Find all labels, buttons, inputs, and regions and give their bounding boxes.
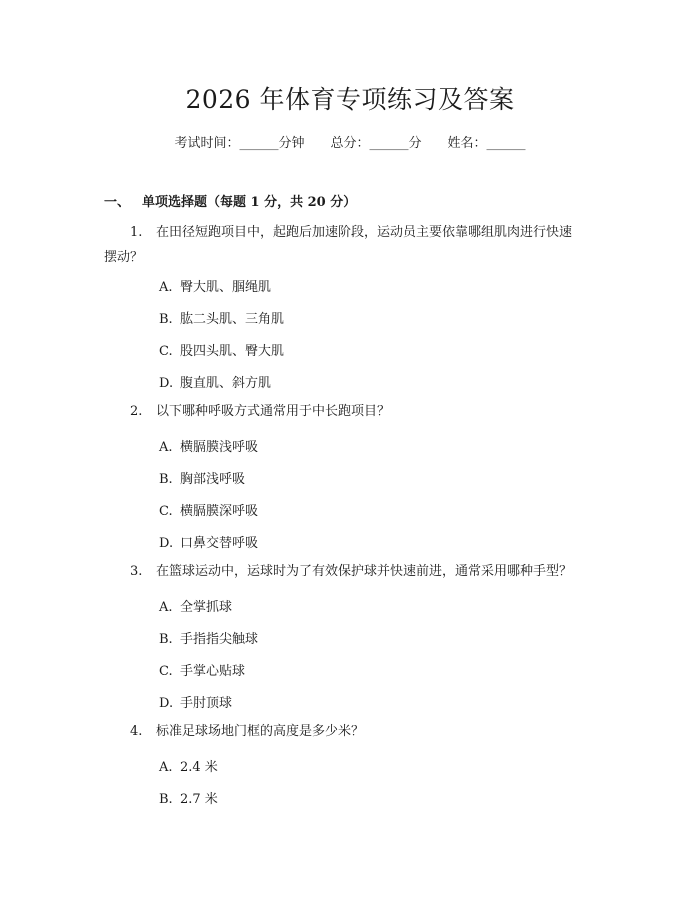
section-title: 单项选择题（每题 1 分，共 20 分） bbox=[142, 195, 357, 210]
option-1c bbox=[159, 340, 284, 359]
question-text-continued: 摆动？ bbox=[104, 250, 144, 265]
option-letter: C. bbox=[159, 344, 173, 359]
option-letter: B. bbox=[159, 792, 173, 807]
option-text: 腹直肌、斜方肌 bbox=[180, 376, 272, 391]
exam-meta bbox=[0, 132, 700, 151]
section-heading bbox=[104, 191, 356, 210]
option-text: 肱二头肌、三角肌 bbox=[180, 312, 285, 327]
option-text: 口鼻交替呼吸 bbox=[180, 536, 259, 551]
exam-score: 总分：______分 bbox=[330, 136, 422, 151]
option-text: 手肘顶球 bbox=[180, 696, 233, 711]
option-4a bbox=[159, 756, 218, 775]
option-letter: D. bbox=[159, 376, 174, 391]
question-text: 以下哪种呼吸方式通常用于中长跑项目？ bbox=[156, 404, 391, 419]
exam-name: 姓名：______ bbox=[447, 136, 526, 151]
option-text: 横膈膜深呼吸 bbox=[180, 504, 259, 519]
option-text: 手指指尖触球 bbox=[180, 632, 259, 647]
option-letter: A. bbox=[159, 280, 173, 295]
question-3 bbox=[104, 559, 624, 584]
option-2b bbox=[159, 468, 245, 487]
option-1b bbox=[159, 308, 284, 327]
option-letter: A. bbox=[159, 760, 173, 775]
option-text: 股四头肌、臀大肌 bbox=[180, 344, 285, 359]
question-text: 在田径短跑项目中，起跑后加速阶段，运动员主要依靠哪组肌肉进行快速 bbox=[156, 225, 573, 240]
exam-time: 考试时间：______分钟 bbox=[174, 136, 305, 151]
option-letter: D. bbox=[159, 696, 174, 711]
document-title: 2026 年体育专项练习及答案 bbox=[185, 85, 515, 114]
option-1d bbox=[159, 372, 271, 391]
option-2a bbox=[159, 436, 258, 455]
option-text: 2.7 米 bbox=[180, 792, 218, 807]
option-2c bbox=[159, 500, 258, 519]
option-2d bbox=[159, 532, 258, 551]
question-2 bbox=[104, 399, 624, 424]
question-1 bbox=[104, 220, 624, 270]
section-number: 一、 bbox=[104, 195, 131, 210]
question-number: 3. bbox=[130, 564, 143, 579]
option-text: 横膈膜浅呼吸 bbox=[180, 440, 259, 455]
question-number: 1. bbox=[130, 225, 143, 240]
option-letter: B. bbox=[159, 632, 173, 647]
question-text: 在篮球运动中，运球时为了有效保护球并快速前进，通常采用哪种手型？ bbox=[156, 564, 573, 579]
option-letter: B. bbox=[159, 312, 173, 327]
option-1a bbox=[159, 276, 271, 295]
option-text: 手掌心贴球 bbox=[180, 664, 246, 679]
question-text: 标准足球场地门框的高度是多少米？ bbox=[156, 724, 365, 739]
option-text: 2.4 米 bbox=[180, 760, 218, 775]
option-letter: A. bbox=[159, 440, 173, 455]
question-number: 4. bbox=[130, 724, 143, 739]
option-letter: C. bbox=[159, 504, 173, 519]
option-text: 臀大肌、腘绳肌 bbox=[180, 280, 272, 295]
question-number: 2. bbox=[130, 404, 143, 419]
option-letter: B. bbox=[159, 472, 173, 487]
option-4b bbox=[159, 788, 218, 807]
question-4 bbox=[104, 719, 624, 744]
option-letter: C. bbox=[159, 664, 173, 679]
option-text: 胸部浅呼吸 bbox=[180, 472, 246, 487]
option-text: 全掌抓球 bbox=[180, 600, 233, 615]
option-3b bbox=[159, 628, 258, 647]
option-3d bbox=[159, 692, 232, 711]
option-letter: D. bbox=[159, 536, 174, 551]
option-3c bbox=[159, 660, 245, 679]
option-letter: A. bbox=[159, 600, 173, 615]
option-3a bbox=[159, 596, 232, 615]
